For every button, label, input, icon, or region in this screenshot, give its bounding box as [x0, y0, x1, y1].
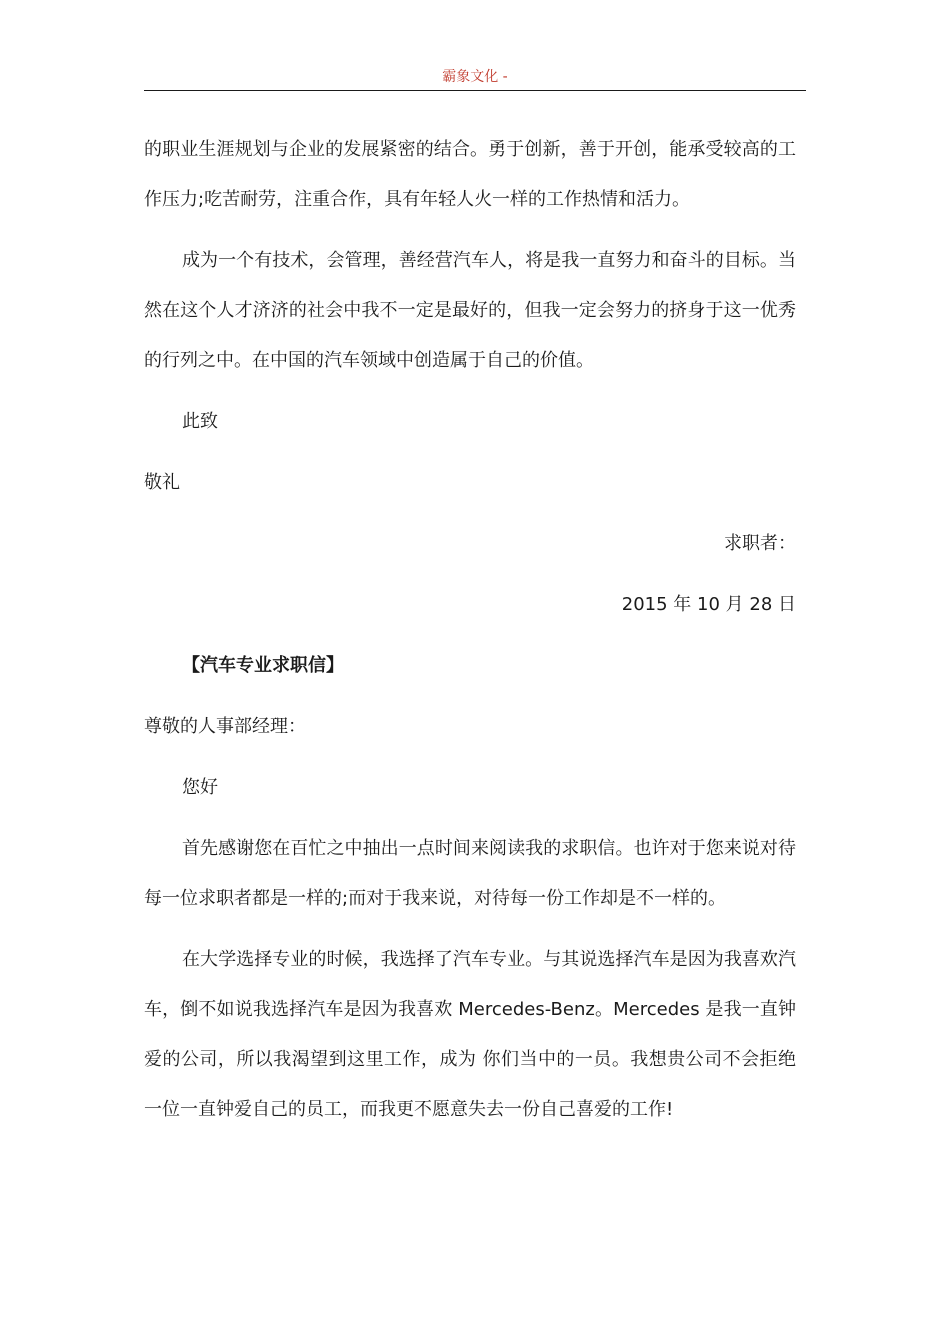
signature-applicant: 求职者： [724, 533, 796, 554]
greeting-recipient: 尊敬的人事部经理： [144, 716, 306, 737]
paragraph-thanks: 首先感谢您在百忙之中抽出一点时间来阅读我的求职信。也许对于您来说对待每一位求职者都是一样的;而对于我来说，对待每一份工作却是不一样的。 [144, 838, 796, 909]
closing-salutation: 此致 [182, 411, 218, 432]
paragraph-goal: 成为一个有技术，会管理，善经营汽车人，将是我一直努力和奋斗的目标。当然在这个人才济济的社会中我不一定是最好的，但我一定会努力的挤身于这一优秀的行列之中。在中国的汽车领域中创造属于自己的价值。 [144, 250, 796, 371]
greeting-hello: 您好 [182, 777, 218, 798]
section-heading: 【汽车专业求职信】 [182, 655, 344, 676]
paragraph-career-continuation: 的职业生涯规划与企业的发展紧密的结合。勇于创新，善于开创，能承受较高的工作压力;吃苦耐劳，注重合作，具有年轻人火一样的工作热情和活力。 [144, 139, 796, 210]
header-divider [144, 90, 806, 91]
signature-date: 2015 年 10 月 28 日 [621, 594, 796, 615]
document-body [144, 125, 796, 1146]
page-header-title: 霸象文化 - [442, 69, 508, 85]
paragraph-motivation: 在大学选择专业的时候，我选择了汽车专业。与其说选择汽车是因为我喜欢汽车，倒不如说我选择汽车是因为我喜欢 Mercedes-Benz。Mercedes 是我一直钟爱的公司，所以我渴望到这里工作，成为 你们当中的一员。我想贵公司不会拒绝一位一直钟爱自己的员工，而我更不愿意失去一份自己喜爱的工作! [144, 949, 796, 1120]
closing-regards: 敬礼 [144, 472, 180, 493]
